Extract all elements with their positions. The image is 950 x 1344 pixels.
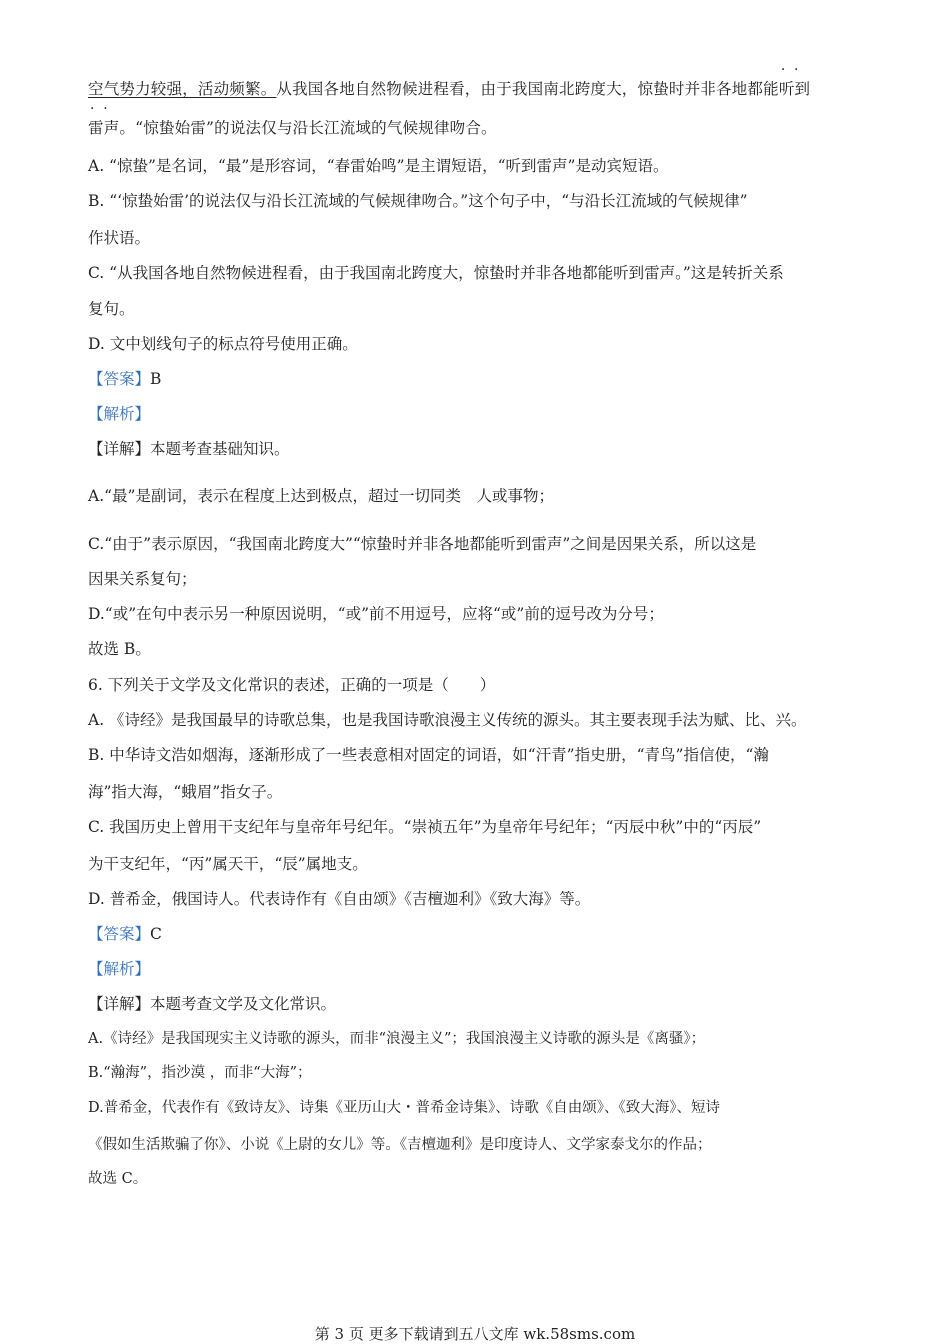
q5-option-d: D. 文中划线句子的标点符号使用正确。 (88, 335, 358, 353)
q6-explanation-d: D.普希金，代表作有《致诗友》、诗集《亚历山大・普希金诗集》、诗歌《自由颂》、《致大海》、短诗 (88, 1100, 720, 1116)
q6-analysis-tag: 【解析】 (88, 960, 151, 978)
passage-text: 。“惊蛰始雷”的说法仅与沿长江流域的气候规律吻合。 (119, 119, 497, 137)
q6-conclusion: 故选 C。 (88, 1171, 148, 1187)
q6-option-c: C. 我国历史上曾用干支纪年与皇帝年号纪年。“崇祯五年”为皇帝年号纪年；“丙辰中秋”中的“丙辰” (88, 818, 762, 836)
q5-conclusion: 故选 B。 (88, 640, 151, 658)
q6-detail: 【详解】本题考查文学及文化常识。 (88, 995, 337, 1013)
q5-explanation-c: C.“由于”表示原因，“我国南北跨度大”“惊蛰时并非各地都能听到雷声”之间是因果关系，所以这是 (88, 535, 757, 553)
page-footer: 第 3 页 更多下载请到五八文库 wk.58sms.com (314, 1325, 636, 1343)
q5-explanation-a: A.“最”是副词，表示在程度上达到极点，超过一切同类 人或事物； (88, 487, 554, 505)
answer-value: B (150, 370, 162, 388)
answer-tag: 【答案】 (88, 370, 151, 388)
q5-explanation-c-cont: 因果关系复句； (88, 570, 197, 588)
q6-explanation-a: A.《诗经》是我国现实主义诗歌的源头，而非“浪漫主义”；我国浪漫主义诗歌的源头是《离骚》； (88, 1031, 706, 1047)
q6-option-c-cont: 为干支纪年，“丙”属天干，“辰”属地支。 (88, 855, 368, 873)
passage-text: 从我国各地自然物候进程看，由于我国南北跨度大，惊蛰时并非各地都能 (276, 80, 779, 98)
q6-option-b: B. 中华诗文浩如烟海，逐渐形成了一些表意相对固定的词语，如“汗青”指史册，“青鸟”指信使，“瀚 (88, 746, 769, 764)
emphasis-dotted-text: · · 听到 (779, 78, 810, 100)
q5-detail: 【详解】本题考查基础知识。 (88, 440, 290, 458)
q5-analysis-tag: 【解析】 (88, 405, 151, 423)
answer-tag: 【答案】 (88, 925, 151, 943)
q5-answer (88, 368, 868, 390)
passage-line-1 (88, 78, 868, 100)
q6-explanation-b: B.“瀚海”，指沙漠 ，而非“大海”； (88, 1065, 312, 1081)
q6-answer (88, 923, 868, 945)
q6-option-a: A. 《诗经》是我国最早的诗歌总集，也是我国诗歌浪漫主义传统的源头。其主要表现手法为赋、比、兴。 (88, 711, 807, 729)
q5-option-a: A. “惊蛰”是名词，“最”是形容词，“春雷始鸣”是主谓短语，“听到雷声”是动宾短语。 (88, 157, 669, 175)
q5-option-c: C. “从我国各地自然物候进程看，由于我国南北跨度大，惊蛰时并非各地都能听到雷声。”这是转折关系 (88, 264, 784, 282)
q5-explanation-d: D.“或”在句中表示另一种原因说明，“或”前不用逗号，应将“或”前的逗号改为分号； (88, 605, 664, 623)
passage-line-2 (88, 117, 868, 139)
underlined-sentence: 空气势力较强，活动频繁。 (88, 80, 277, 98)
q6-explanation-d-cont: 《假如生活欺骗了你》、小说《上尉的女儿》等。《吉檀迦利》是印度诗人、文学家泰戈尔的作品； (88, 1137, 712, 1153)
q5-option-b: B. “‘惊蛰始雷’的说法仅与沿长江流域的气候规律吻合。”这个句子中，“与沿长江流域的气候规律” (88, 192, 748, 210)
q6-option-b-cont: 海”指大海，“蛾眉”指女子。 (88, 783, 283, 801)
q5-option-c-cont: 复句。 (88, 300, 135, 318)
emphasis-dotted-text: · · 雷声 (88, 117, 119, 139)
answer-value: C (150, 925, 162, 943)
q6-option-d: D. 普希金，俄国诗人。代表诗作有《自由颂》《吉檀迦利》《致大海》等。 (88, 890, 591, 908)
q6-stem: 6. 下列关于文学及文化常识的表述，正确的一项是（ ） (88, 676, 496, 694)
q5-option-b-cont: 作状语。 (88, 229, 151, 247)
